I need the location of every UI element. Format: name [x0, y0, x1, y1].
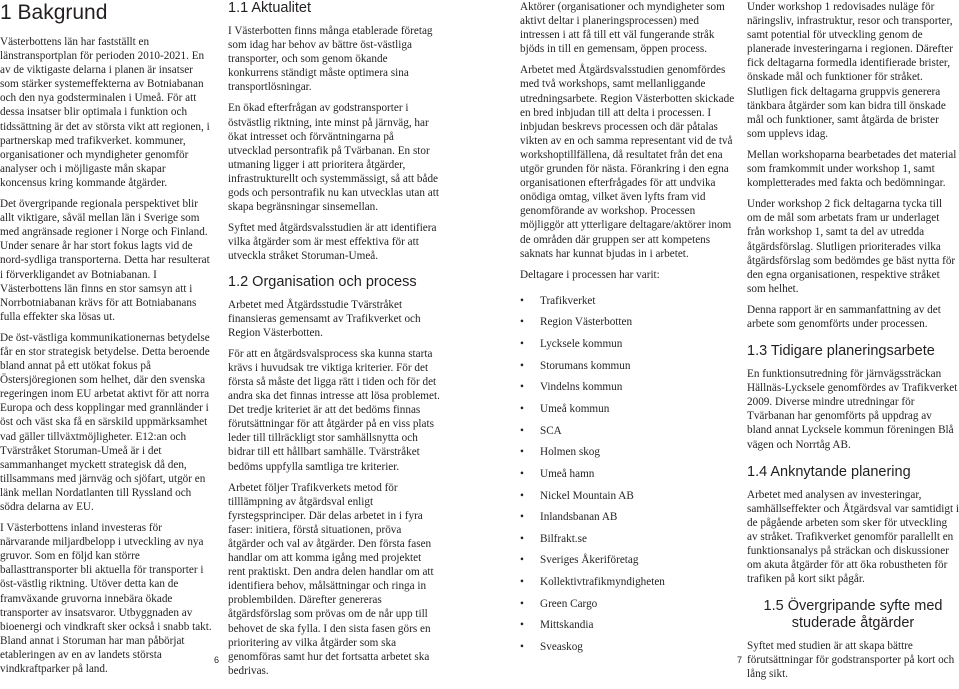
- paragraph: Syftet med studien är att skapa bättre förutsättningar för godstransporter på kort och lång sikt.: [747, 640, 955, 681]
- list-item: • SCA: [520, 424, 740, 438]
- chapter-heading: 1 Bakgrund: [0, 1, 108, 24]
- paragraph: Under workshop 1 redovisades nuläge för näringsliv, infrastruktur, resor och transporter, samt potential för utveckling genom de planerade investeringarna i regionen. Därefter fick deltagarna formedla identifierade brister, önskade mål och funktioner för stråket. Slutligen fick deltagarna gruppvis generera tänkbara åtgärder som kan bidra till önskade mål och funktioner, samt åtgärda de brister som upplevs idag.: [747, 1, 953, 140]
- list-item: • Umeå kommun: [520, 402, 740, 416]
- section-heading-anknytande: 1.4 Anknytande planering: [747, 463, 911, 480]
- paragraph: Det övergripande regionala perspektivet blir allt viktigare, såväl mellan län i Sverige som med angränsade regioner i Norge och Finland. Under senare år har stort fokus lagts vid de nord-sydliga transporterna. Detta har resulterat i förverkligandet av Botniabanan. I Västerbottens län finns en stor samsyn att i Norrbotniabanan krävs för att Botniabanans fulla effekter ska lösas ut.: [0, 198, 210, 323]
- left-column-2: [228, 0, 440, 685]
- section-heading-organisation: 1.2 Organisation och process: [228, 273, 417, 290]
- page-number-right: 7: [737, 655, 743, 665]
- list-item: • Storumans kommun: [520, 359, 740, 373]
- list-item: • Region Västerbotten: [520, 315, 740, 329]
- page-number-left: 6: [214, 655, 220, 665]
- list-item: • Sveriges Åkeriföretag: [520, 553, 740, 567]
- section-heading-tidigare: 1.3 Tidigare planeringsarbete: [747, 343, 935, 360]
- paragraph: Syftet med åtgärdsvalsstudien är att identifiera vilka åtgärder som är mest effektiva för att utveckla stråket Storuman-Umeå.: [228, 222, 437, 263]
- paragraph: I Västerbotten finns många etablerade företag som idag har behov av bättre öst-västliga transporter, och som genom ökande konkurrens ständigt måste optimera sina transportlösningar.: [228, 25, 433, 94]
- list-item: • Lycksele kommun: [520, 337, 740, 351]
- left-column-1: [0, 0, 213, 683]
- paragraph: Arbetet med Åtgärdsstudie Tvärstråket finansieras gemensamt av Trafikverket och Region Västerbotten.: [228, 298, 421, 339]
- paragraph: Arbetet följer Trafikverkets metod för tilllämpning av åtgärdsval enligt fyrstegsprinciper. Där delas arbetet in i fyra faser: initiera, förstå situationen, pröva åtgärder och val av åtgärder. Den första fasen handlar om att komma igång med projektet rent praktiskt. Den andra delen handlar om att identifiera behov, målsättningar och ringa in problembilden. Därefter genereras åtgärdsförslag som prövas om de når upp till behovet de ska fylla. I den sista fasen görs en prioritering av vilka åtgärder som ska genomföras samt hur det fortsatta arbetet ska bedrivas.: [228, 481, 434, 677]
- list-item: • Mittskandia: [520, 618, 740, 632]
- right-column-1: [520, 0, 740, 662]
- list-item: • Inlandsbanan AB: [520, 510, 740, 524]
- paragraph: Västerbottens län har fastställt en länstransportplan för perioden 2010-2021. En av de viktigaste delarna i planen är insatser som stärker systemeffekterna av Botniabanan och den nya godsterminalen i Umeå. För att dessa insatser blir optimala i funktion och tidssättning är det av största vikt att regionen, i partnerskap med trafikverket. kommuner, organisationer och myndigheter genomför analyser och i möjligaste mån skapar koncensus kring kommande åtgärder.: [0, 36, 210, 189]
- paragraph: En funktionsutredning för järnvägssträckan Hällnäs-Lycksele genomfördes av Trafikverket 2009. Diverse mindre utredningar för Tvärbanan har genomförts på uppdrag av bland annat Lycksele kommun föreningen Blå vägen och Norrtåg AB.: [747, 368, 958, 451]
- list-item: • Vindelns kommun: [520, 380, 740, 394]
- list-item: • Kollektivtrafikmyndigheten: [520, 575, 740, 589]
- paragraph: För att en åtgärdsvalsprocess ska kunna starta krävs i huvudsak tre viktiga kriterier. För det första så måste det ligga rätt i tiden och för det andra ska det finnas intresse att lösa problemet. Det tredje kriteriet är att det bedöms finnas förutsättningar för att åtgärder på en viss plats leder till tillräckligt stor samhällsnytta och bidrar till ett hållbart samhälle. Tvärstråket bedöms uppfylla samtliga tre kriterier.: [228, 347, 440, 473]
- paragraph: Deltagare i processen har varit:: [520, 268, 660, 281]
- list-item: • Holmen skog: [520, 445, 740, 459]
- list-item: • Sveaskog: [520, 640, 740, 654]
- paragraph: En ökad efterfrågan av godstransporter i östvästlig riktning, inte minst på järnväg, har ökat intresset och förväntningarna på utvecklad persontrafik på Tvärbanan. En stor utmaning ligger i att prioritera åtgärder, infrastrukturellt och systemmässigt, så att både gods och persontrafik nu kan utvecklas utan att skapa begränsningar sinsemellan.: [228, 102, 439, 214]
- list-item: • Green Cargo: [520, 597, 740, 611]
- list-item: • Nickel Mountain AB: [520, 489, 740, 503]
- paragraph: De öst-västliga kommunikationernas betydelse får en stor strategisk betydelse. Detta beroende bland annat på ett utökat fokus på Östersjöregionen som helhet, där den svenska regeringen inom EU arbetat aktivt för att norra Europa och dess kopplingar med grannländer i öst och väst ska få en särskild uppmärksamhet vad gäller tillväxtmöjligheter. E12:an och Tvärstråket Storuman-Umeå är i det sammanhanget myckett strategisk då den, tillsammans med järnväg och sjöfart, utgör en länk mellan Nordatlanten till Ryssland och södra delarna av EU.: [0, 331, 210, 513]
- list-item: • Trafikverket: [520, 294, 740, 308]
- right-column-2: [747, 0, 959, 689]
- list-item: • Umeå hamn: [520, 467, 740, 481]
- paragraph: Arbetet med Åtgärdsvalsstudien genomfördes med två workshops, samt mellanliggande utredningsarbete. Region Västerbotten skickade en bred inbjudan till att delta i processen. I inbjudan beskrevs processen och där påtalas vikten av en och samma representant vid de två workshoptillfällena, då resultatet från det ena utgör grunden för nästa. Förankring i den egna organisationen efterfrågades för att undvika onödiga omtag, vilket även lyfts fram vid genomförande av workshop. Processen möjliggör att ytterligare deltagare/aktörer inom de områden där gruppen ser att kompetens saknats har kunnat bjudas in i arbetet.: [520, 64, 735, 260]
- participants-list: [520, 294, 740, 654]
- list-item: • Bilfrakt.se: [520, 532, 740, 546]
- section-heading-aktualitet: 1.1 Aktualitet: [228, 0, 312, 16]
- paragraph: I Västerbottens inland investeras för närvarande miljardbelopp i utveckling av nya gruvor. Som en följd kan större ballasttransporter bli aktuella för transporter i öst-västlig riktning. Utöver detta kan de framväxande gruvorna innebära ökade transporter av insatsvaror. Utbyggnaden av bioenergi och vindkraft sker också i snabb takt. Bland annat i Storuman har man påbörjat etableringen av en av landets största vindkraftparker på land.: [0, 522, 212, 676]
- paragraph: Arbetet med analysen av investeringar, samhällseffekter och Åtgärdsval var samtidigt i de pågående arbeten som sker för utveckling av stråket. Trafikverket genomför parallellt en funktionsanalys på sträckan och diskussioner om akuta åtgärder för att öka robustheten för trafiken på kort sikt pågår.: [747, 488, 959, 586]
- paragraph: Denna rapport är en sammanfattning av det arbete som genomförts under processen.: [747, 303, 941, 330]
- paragraph: Under workshop 2 fick deltagarna tycka till om de mål som arbetats fram ur underlaget från workshop 1, samt ta del av utredda åtgärdsförslag. Slutligen prioriterades vilka åtgärdsförslag som bedömdes ge bäst nytta för den egna organisationen, respektive stråket som helhet.: [747, 198, 956, 295]
- paragraph: Aktörer (organisationer och myndigheter som aktivt deltar i planeringsprocessen) med intressen i att få till ett väl fungerande stråk bjöds in till en gemensam, öppen process.: [520, 1, 725, 56]
- section-heading-syfte: 1.5 Övergripande syfte med studerade åtgärder: [763, 598, 943, 632]
- paragraph: Mellan workshoparna bearbetades det material som framkommit under workshop 1, samt kompletterades med fakta och bedömningar.: [747, 148, 957, 190]
